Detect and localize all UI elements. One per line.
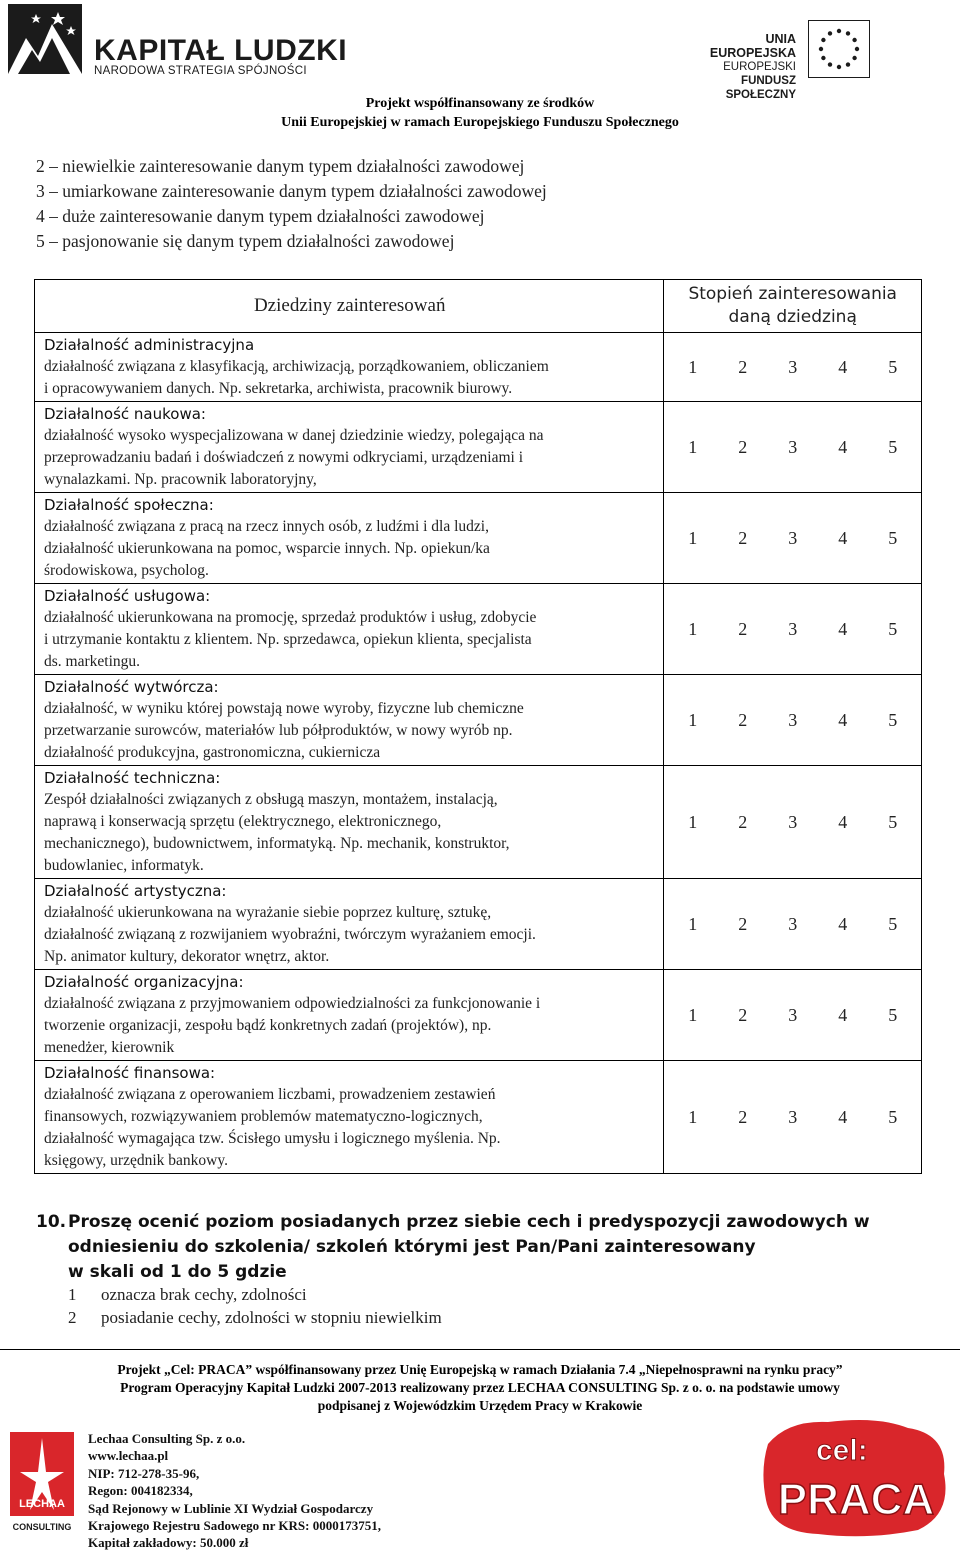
rating-option[interactable]: 3: [788, 1004, 798, 1025]
scale-item-text: posiadanie cechy, zdolności w stopniu niewielkim: [101, 1308, 442, 1327]
domain-description-line: wynalazkami. Np. pracownik laboratoryjny,: [44, 471, 317, 488]
eu-star-icon: [828, 62, 832, 66]
question-line2: odniesieniu do szkolenia/ szkoleń którymi jest Pan/Pani zainteresowany: [68, 1237, 756, 1257]
domain-description-line: działalność związaną z rozwijaniem wyobraźni, twórczym wyrażaniem emocji.: [44, 926, 536, 943]
eu-label: [680, 32, 796, 102]
eu-star-icon: [852, 56, 856, 60]
question-10: [36, 1210, 936, 1285]
rating-option[interactable]: 2: [738, 527, 748, 548]
lechaa-logo-icon: [10, 1432, 74, 1536]
domain-description-line: finansowych, rozwiązywaniem problemów matematyczno-logicznych,: [44, 1108, 483, 1125]
degree-header-line1: Stopień zainteresowania: [688, 284, 897, 304]
header-cell-domains: [35, 280, 664, 333]
rating-options: [664, 1107, 921, 1128]
rating-cell: [664, 333, 922, 402]
rating-option[interactable]: 3: [788, 811, 798, 832]
rating-option[interactable]: 3: [788, 356, 798, 377]
kapital-ludzki-subtitle: NARODOWA STRATEGIA SPÓJNOŚCI: [94, 65, 307, 77]
rating-option[interactable]: 1: [688, 618, 698, 639]
domain-description-line: działalność, w wyniku której powstają nowe wyroby, fizyczne lub chemiczne: [44, 700, 524, 717]
domain-description-line: działalność wysoko wyspecjalizowana w danej dziedzinie wiedzy, polegająca na: [44, 427, 544, 444]
rating-option[interactable]: 4: [838, 527, 848, 548]
domain-cell: [35, 1061, 664, 1174]
rating-option[interactable]: 1: [688, 913, 698, 934]
eu-star-icon: [846, 62, 850, 66]
scale-item: [68, 1283, 442, 1306]
domain-cell: [35, 970, 664, 1061]
company-info-line: Kapitał zakładowy: 50.000 zł: [88, 1535, 249, 1551]
domain-cell: [35, 333, 664, 402]
domain-description-line: środowiskowa, psycholog.: [44, 562, 209, 579]
eu-label-line3: FUNDUSZ SPOŁECZNY: [725, 75, 796, 101]
interests-table: [34, 279, 922, 1174]
svg-text:LECHAA: LECHAA: [19, 1498, 65, 1510]
domain-description-line: działalność ukierunkowana na promocję, sprzedaż produktów i usług, zdobycie: [44, 609, 537, 626]
scale-item: [68, 1306, 442, 1329]
company-info-line: Regon: 004182334,: [88, 1483, 193, 1499]
domain-title: Działalność techniczna:: [44, 769, 221, 787]
footer-line3: podpisanej z Wojewódzkim Urzędem Pracy w Krakowie: [317, 1398, 643, 1413]
rating-cell: [664, 766, 922, 879]
scale-line-3: 3 – umiarkowane zainteresowanie danym typem działalności zawodowej: [36, 181, 547, 201]
question-10-scale: [68, 1283, 442, 1329]
degree-header-line2: daną dziedziną: [728, 307, 857, 327]
domain-description-line: działalność związana z pracą na rzecz innych osób, z ludźmi i dla ludzi,: [44, 518, 489, 535]
domain-cell: [35, 675, 664, 766]
domain-title: Działalność artystyczna:: [44, 882, 227, 900]
domain-title: Działalność administracyjna: [44, 336, 255, 354]
cel-praca-logo-icon: [758, 1414, 954, 1542]
domain-description-line: i utrzymanie kontaktu z klientem. Np. sprzedawca, opiekun klienta, specjalista: [44, 631, 532, 648]
rating-option[interactable]: 4: [838, 356, 848, 377]
company-info-line: www.lechaa.pl: [88, 1448, 169, 1464]
rating-option[interactable]: 1: [688, 1106, 698, 1127]
rating-option[interactable]: 4: [838, 811, 848, 832]
domain-description-line: działalność produkcyjna, gastronomiczna, cukiernicza: [44, 744, 381, 761]
domain-title: Działalność wytwórcza:: [44, 678, 219, 696]
header-cell-degree: [664, 280, 922, 333]
domain-cell: [35, 402, 664, 493]
rating-option[interactable]: 3: [788, 913, 798, 934]
rating-option[interactable]: 2: [738, 1004, 748, 1025]
table-row: [35, 333, 922, 402]
company-info-line: NIP: 712-278-35-96,: [88, 1465, 200, 1481]
eu-flag-icon: [808, 20, 870, 78]
eu-star-icon: [821, 38, 825, 42]
kapital-ludzki-emblem-icon: [8, 4, 82, 74]
rating-option[interactable]: 2: [738, 618, 748, 639]
table-row: [35, 879, 922, 970]
eu-star-icon: [828, 31, 832, 35]
header-caption-line1: Projekt współfinansowany ze środków: [365, 96, 595, 111]
rating-options: [664, 812, 921, 833]
scale-line-4: 4 – duże zainteresowanie danym typem działalności zawodowej: [36, 206, 485, 226]
table-header-row: [35, 280, 922, 333]
eu-star-icon: [837, 29, 841, 33]
rating-cell: [664, 879, 922, 970]
svg-text:cel:: cel:: [816, 1434, 868, 1467]
domain-description-line: Zespół działalności związanych z obsługą maszyn, montażem, instalacją,: [44, 791, 498, 808]
domain-title: Działalność organizacyjna:: [44, 973, 244, 991]
domain-description-line: mechanicznego), budownictwem, informatyką. Np. mechanik, konstruktor,: [44, 835, 510, 852]
svg-text:CONSULTING: CONSULTING: [12, 1522, 72, 1532]
domain-title: Działalność naukowa:: [44, 405, 206, 423]
scale-line-5: 5 – pasjonowanie się danym typem działalności zawodowej: [36, 231, 455, 251]
rating-option[interactable]: 1: [688, 527, 698, 548]
domain-title: Działalność finansowa:: [44, 1064, 216, 1082]
footer-divider: [0, 1349, 960, 1350]
domain-description-line: działalność ukierunkowana na wyrażanie siebie poprzez kulturę, sztukę,: [44, 904, 492, 921]
rating-options: [664, 528, 921, 549]
question-line1: Proszę ocenić poziom posiadanych przez siebie cech i predyspozycji zawodowych w: [68, 1212, 870, 1232]
kapital-ludzki-title: KAPITAŁ LUDZKI: [94, 34, 348, 67]
scale-item-number: 2: [68, 1308, 77, 1327]
rating-option[interactable]: 5: [888, 436, 898, 457]
rating-options: [664, 357, 921, 378]
domain-description-line: przetwarzanie surowców, materiałów lub półproduktów, w nowy wyrób np.: [44, 722, 513, 739]
domain-description-line: i opracowywaniem danych. Np. sekretarka, archiwista, pracownik biurowy.: [44, 380, 513, 397]
svg-text:PRACA: PRACA: [777, 1475, 935, 1524]
rating-options: [664, 914, 921, 935]
domain-description-line: Np. animator kultury, dekorator wnętrz, aktor.: [44, 948, 330, 965]
eu-star-icon: [821, 56, 825, 60]
rating-option[interactable]: 2: [738, 356, 748, 377]
rating-options: [664, 1005, 921, 1026]
question-line3: w skali od 1 do 5 gdzie: [68, 1262, 287, 1282]
table-row: [35, 766, 922, 879]
eu-label-line1: UNIA EUROPEJSKA: [709, 32, 796, 60]
rating-option[interactable]: 2: [738, 436, 748, 457]
table-row: [35, 584, 922, 675]
rating-option[interactable]: 1: [688, 811, 698, 832]
rating-cell: [664, 970, 922, 1061]
table-row: [35, 675, 922, 766]
eu-star-icon: [837, 65, 841, 69]
domain-description-line: działalność związana z operowaniem liczbami, prowadzeniem zestawień: [44, 1086, 496, 1103]
rating-option[interactable]: 2: [738, 913, 748, 934]
eu-star-icon: [846, 31, 850, 35]
domains-header: Dziedziny zainteresowań: [253, 295, 446, 316]
rating-options: [664, 710, 921, 731]
rating-option[interactable]: 4: [838, 709, 848, 730]
rating-option[interactable]: 4: [838, 1004, 848, 1025]
domain-description-line: działalność związana z przyjmowaniem odpowiedzialności za funkcjonowanie i: [44, 995, 541, 1012]
rating-option[interactable]: 3: [788, 618, 798, 639]
rating-option[interactable]: 4: [838, 618, 848, 639]
rating-cell: [664, 584, 922, 675]
rating-options: [664, 437, 921, 458]
rating-option[interactable]: 5: [888, 618, 898, 639]
domain-title: Działalność społeczna:: [44, 496, 214, 514]
table-row: [35, 1061, 922, 1174]
rating-cell: [664, 1061, 922, 1174]
rating-option[interactable]: 4: [838, 1106, 848, 1127]
eu-star-icon: [852, 38, 856, 42]
eu-star-icon: [855, 47, 859, 51]
rating-cell: [664, 493, 922, 584]
rating-option[interactable]: 4: [838, 913, 848, 934]
rating-option[interactable]: 1: [688, 356, 698, 377]
domain-description-line: naprawą i konserwacją sprzętu (elektrycznego, elektronicznego,: [44, 813, 442, 830]
company-info-line: Lechaa Consulting Sp. z o.o.: [88, 1431, 246, 1446]
rating-option[interactable]: 3: [788, 436, 798, 457]
rating-option[interactable]: 2: [738, 1106, 748, 1127]
rating-option[interactable]: 5: [888, 709, 898, 730]
company-info-line: Sąd Rejonowy w Lublinie XI Wydział Gospodarczy: [88, 1500, 374, 1516]
rating-option[interactable]: 2: [738, 709, 748, 730]
degree-header: [664, 283, 921, 329]
domain-cell: [35, 584, 664, 675]
domain-description-line: menedżer, kierownik: [44, 1039, 175, 1056]
company-info-line: Krajowego Rejestru Sadowego nr KRS: 0000173751,: [88, 1518, 381, 1534]
table-row: [35, 493, 922, 584]
domain-description-line: działalność wymagająca tzw. Ścisłego umysłu i logicznego myślenia. Np.: [44, 1130, 501, 1147]
domain-description-line: ds. marketingu.: [44, 653, 140, 670]
rating-option[interactable]: 1: [688, 1004, 698, 1025]
table-row: [35, 402, 922, 493]
rating-option[interactable]: 5: [888, 913, 898, 934]
domain-description-line: budowlaniec, informatyk.: [44, 857, 204, 874]
eu-label-line2: EUROPEJSKI: [723, 61, 796, 73]
rating-cell: [664, 402, 922, 493]
rating-options: [664, 619, 921, 640]
rating-option[interactable]: 5: [888, 356, 898, 377]
rating-option[interactable]: 3: [788, 709, 798, 730]
rating-option[interactable]: 5: [888, 527, 898, 548]
domain-title: Działalność usługowa:: [44, 587, 211, 605]
footer-line2: Program Operacyjny Kapitał Ludzki 2007-2013 realizowany przez LECHAA CONSULTING Sp. z o. o. na podstawie umowy: [120, 1380, 840, 1395]
rating-option[interactable]: 5: [888, 811, 898, 832]
domain-description-line: tworzenie organizacji, zespołu bądź konkretnych zadań (projektów), np.: [44, 1017, 492, 1034]
table-row: [35, 970, 922, 1061]
rating-option[interactable]: 1: [688, 436, 698, 457]
rating-option[interactable]: 1: [688, 709, 698, 730]
header-caption-line2: Unii Europejskiej w ramach Europejskiego Funduszu Społecznego: [281, 115, 679, 130]
scale-item-text: oznacza brak cechy, zdolności: [101, 1285, 307, 1304]
domain-description-line: księgowy, urzędnik bankowy.: [44, 1152, 228, 1169]
rating-option[interactable]: 5: [888, 1106, 898, 1127]
company-info: [88, 1430, 381, 1552]
domain-description-line: przeprowadzaniu badań i doświadczeń z nowymi odkryciami, urządzeniami i: [44, 449, 524, 466]
question-number: 10.: [36, 1212, 67, 1232]
rating-option[interactable]: 3: [788, 527, 798, 548]
domain-description-line: działalność ukierunkowana na pomoc, wsparcie innych. Np. opiekun/ka: [44, 540, 490, 557]
domain-description-line: działalność związana z klasyfikacją, archiwizacją, porządkowaniem, obliczaniem: [44, 358, 549, 375]
domain-cell: [35, 766, 664, 879]
rating-option[interactable]: 4: [838, 436, 848, 457]
rating-cell: [664, 675, 922, 766]
scale-line-2: 2 – niewielkie zainteresowanie danym typem działalności zawodowej: [36, 156, 525, 176]
rating-scale-description: [36, 154, 547, 254]
scale-item-number: 1: [68, 1285, 77, 1304]
rating-option[interactable]: 5: [888, 1004, 898, 1025]
rating-option[interactable]: 2: [738, 811, 748, 832]
eu-star-icon: [819, 47, 823, 51]
domain-cell: [35, 879, 664, 970]
rating-option[interactable]: 3: [788, 1106, 798, 1127]
domain-cell: [35, 493, 664, 584]
footer-line1: Projekt „Cel: PRACA” współfinansowany przez Unię Europejską w ramach Działania 7.4 „Niepełnosprawni na rynku pracy”: [117, 1362, 843, 1377]
